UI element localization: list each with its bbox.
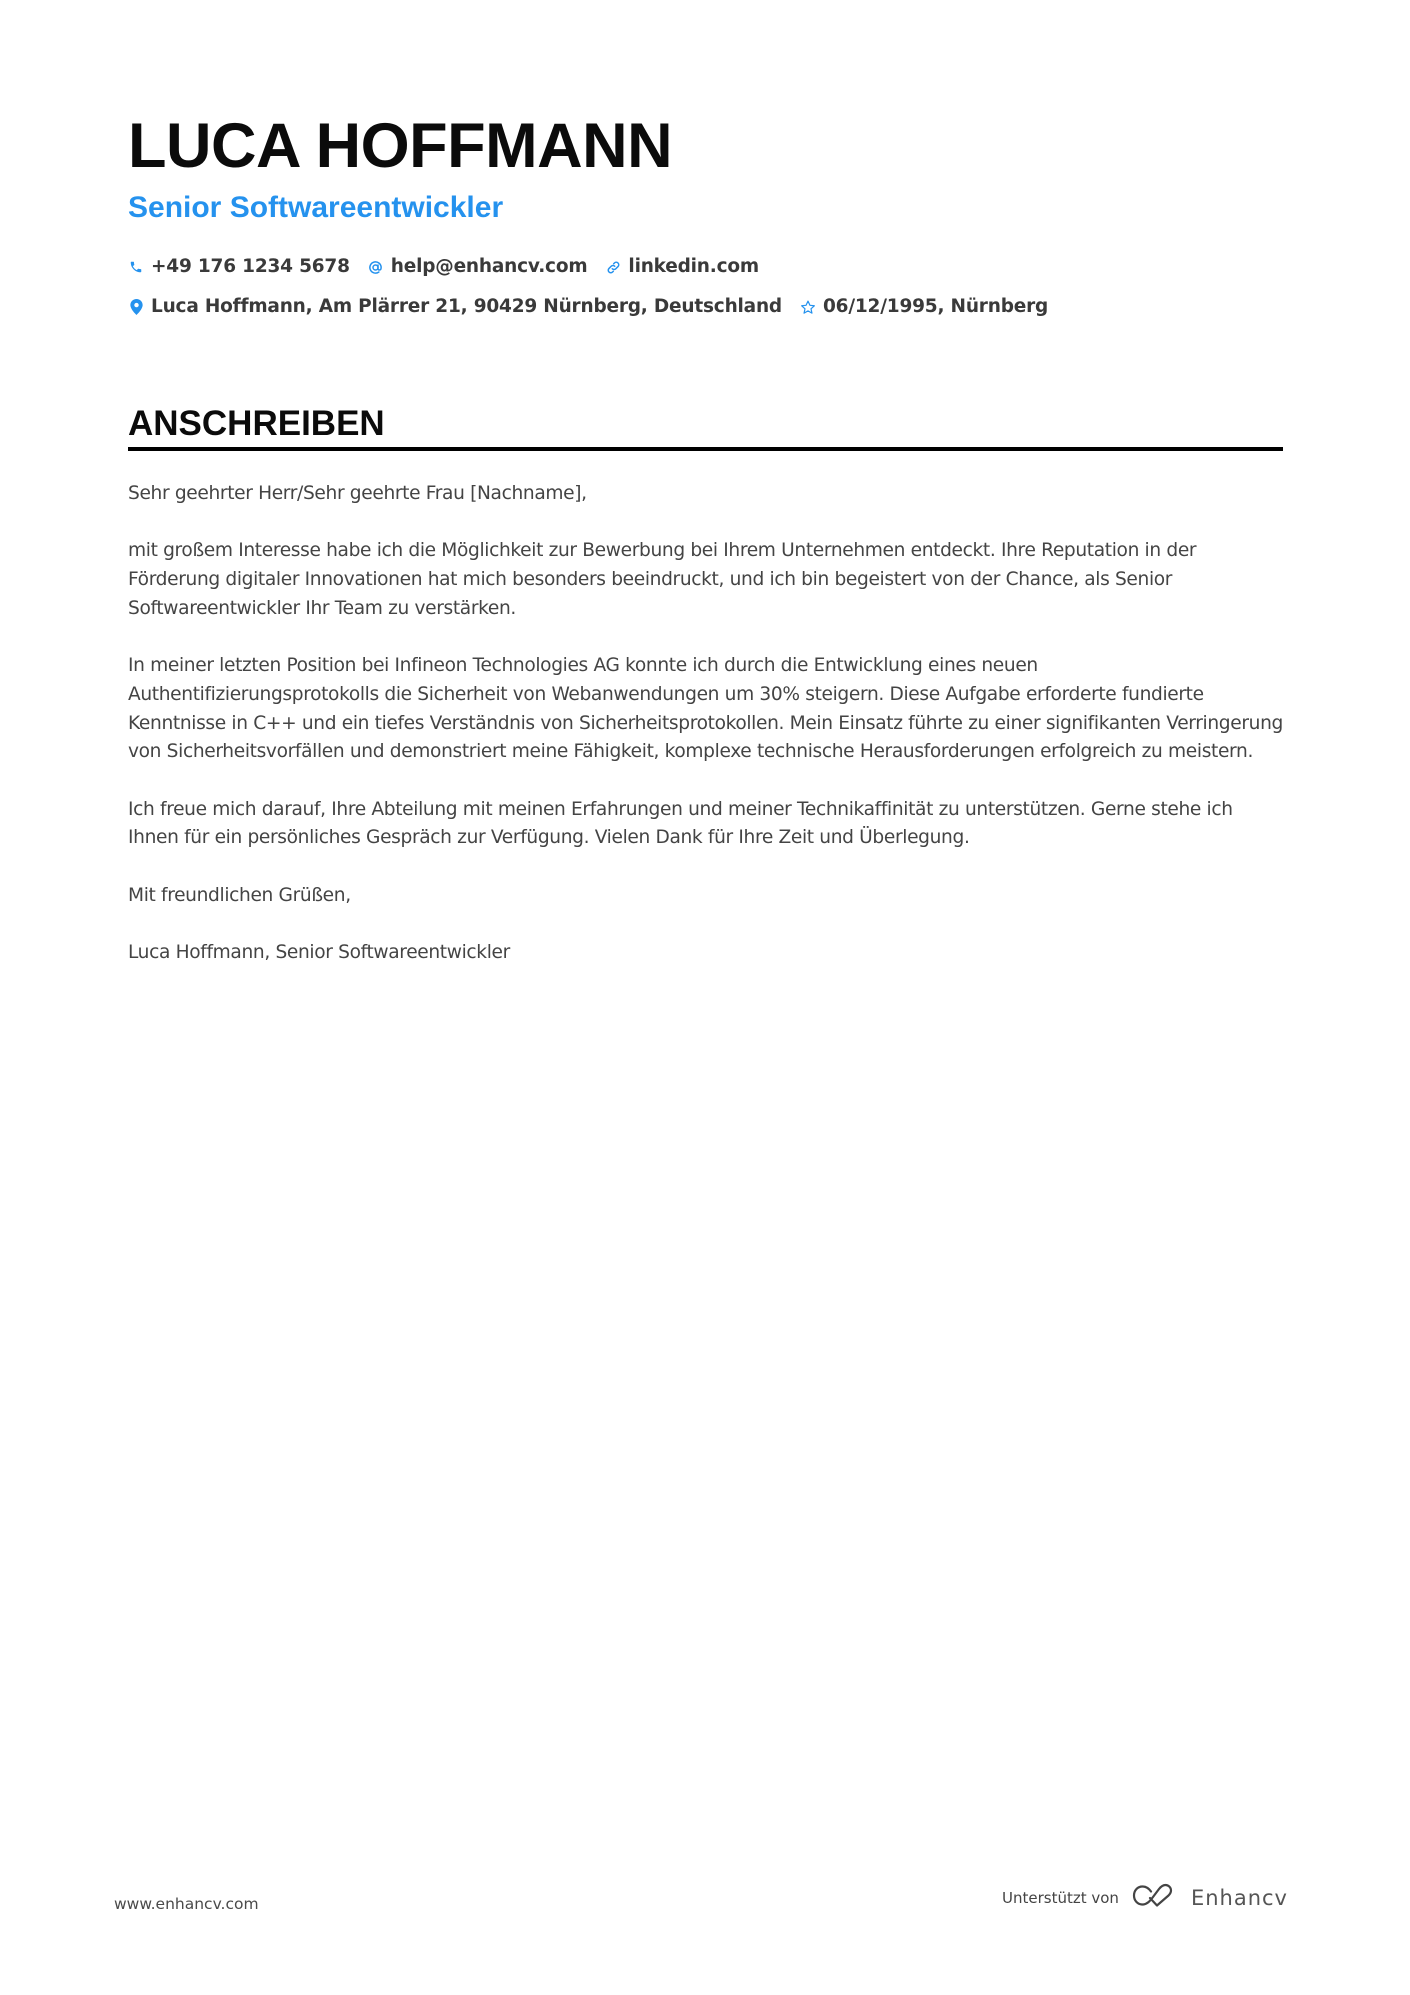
contact-email[interactable]	[368, 254, 588, 280]
job-title: Senior Softwareentwickler	[128, 191, 504, 224]
letter-paragraph: Ich freue mich darauf, Ihre Abteilung mit meinen Erfahrungen und meiner Technikaffinität zu unterstützen. Gerne stehe ich Ihnen für ein persönliches Gespräch zur Verfügung. Vielen Dank für Ihre Zeit und Überlegung.	[128, 798, 1233, 849]
enhancv-logo-icon	[1131, 1883, 1179, 1914]
enhancv-brand-name: Enhancv	[1190, 1886, 1288, 1910]
section-divider	[128, 447, 1283, 451]
footer-branding[interactable]	[1002, 1881, 1288, 1915]
contact-birth	[800, 294, 1048, 320]
contact-linkedin[interactable]	[605, 254, 759, 280]
phone-icon	[128, 258, 144, 276]
at-icon	[368, 258, 384, 276]
closing: Mit freundlichen Grüßen,	[128, 884, 351, 906]
applicant-name: LUCA HOFFMANN	[128, 111, 673, 181]
footer-website-link[interactable]: www.enhancv.com	[114, 1895, 259, 1913]
phone-text: +49 176 1234 5678	[151, 256, 350, 277]
signature: Luca Hoffmann, Senior Softwareentwickler	[128, 942, 510, 964]
contact-address	[128, 294, 782, 320]
powered-by-label: Unterstützt von	[1002, 1889, 1119, 1907]
location-pin-icon	[128, 298, 144, 316]
letter-paragraph: mit großem Interesse habe ich die Möglichkeit zur Bewerbung bei Ihrem Unternehmen entdeckt. Ihre Reputation in der Förderung digitaler Innovationen hat mich besonders beeindruckt, und ich bin begeistert von der Chance, als Senior Softwareentwickler Ihr Team zu verstärken.	[128, 540, 1197, 619]
email-text: help@enhancv.com	[390, 256, 588, 277]
section-heading: ANSCHREIBEN	[128, 404, 385, 443]
address-text: Luca Hoffmann, Am Plärrer 21, 90429 Nürnberg, Deutschland	[151, 296, 782, 317]
letter-body	[128, 480, 1288, 997]
link-icon	[605, 258, 621, 276]
birth-text: 06/12/1995, Nürnberg	[822, 296, 1049, 317]
contact-phone[interactable]	[128, 254, 350, 280]
letter-paragraph: In meiner letzten Position bei Infineon Technologies AG konnte ich durch die Entwicklung eines neuen Authentifizierungsprotokolls die Sicherheit von Webanwendungen um 30% steigern. Diese Aufgabe erforderte fundierte Kenntnisse in C++ und ein tiefes Verständnis von Sicherheitsprotokollen. Mein Einsatz führte zu einer signifikanten Verringerung von Sicherheitsvorfällen und demonstriert meine Fähigkeit, komplexe technische Herausforderungen erfolgreich zu meistern.	[128, 655, 1283, 763]
linkedin-text: linkedin.com	[628, 256, 759, 277]
contact-row-2	[128, 294, 1066, 320]
salutation: Sehr geehrter Herr/Sehr geehrte Frau [Nachname],	[128, 483, 587, 504]
contact-row-1	[128, 254, 777, 280]
star-icon	[800, 298, 816, 316]
